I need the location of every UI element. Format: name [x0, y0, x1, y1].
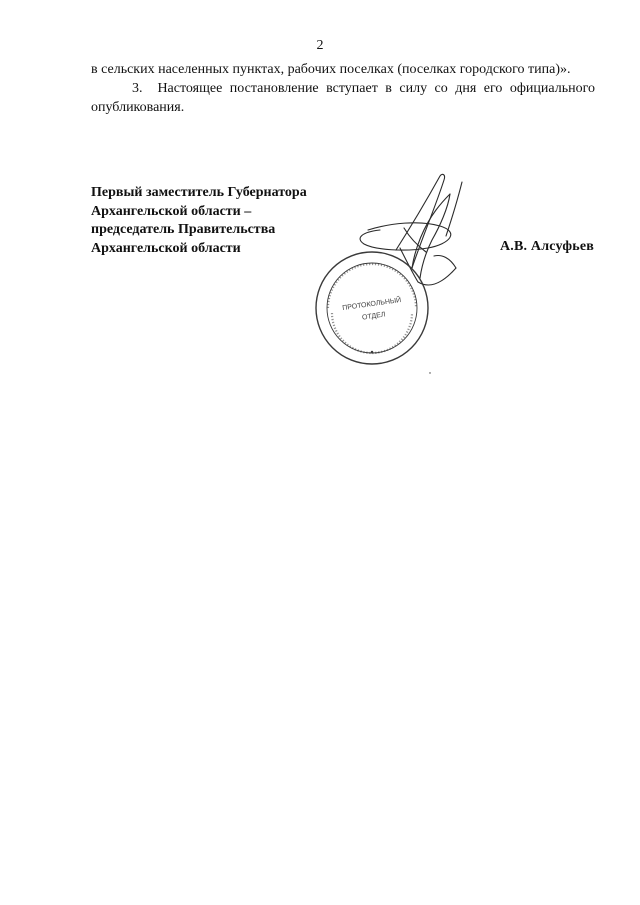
paragraph-3: 3. Настоящее постановление вступает в силу со дня его официального опубликования.	[91, 81, 595, 115]
stamp-text-line1: ПРОТОКОЛЬНЫЙ	[341, 296, 402, 313]
signer-title-line: Архангельской области –	[91, 203, 252, 219]
paragraph-continuation: в сельских населенных пунктах, рабочих поселках (поселках городского типа)».	[91, 62, 571, 77]
stamp-text-line2: ОТДЕЛ	[361, 311, 386, 322]
signer-name: А.В. Алсуфьев	[499, 239, 594, 254]
round-stamp	[316, 252, 431, 374]
signer-title-line: Первый заместитель Губернатора	[91, 185, 307, 200]
signature-and-stamp	[300, 168, 500, 378]
document-body	[91, 60, 595, 117]
signer-title-line: Архангельской области	[91, 240, 241, 256]
signer-title-block	[91, 184, 307, 258]
signer-title-line: председатель Правительства	[91, 222, 276, 237]
page-number: 2	[316, 38, 324, 53]
